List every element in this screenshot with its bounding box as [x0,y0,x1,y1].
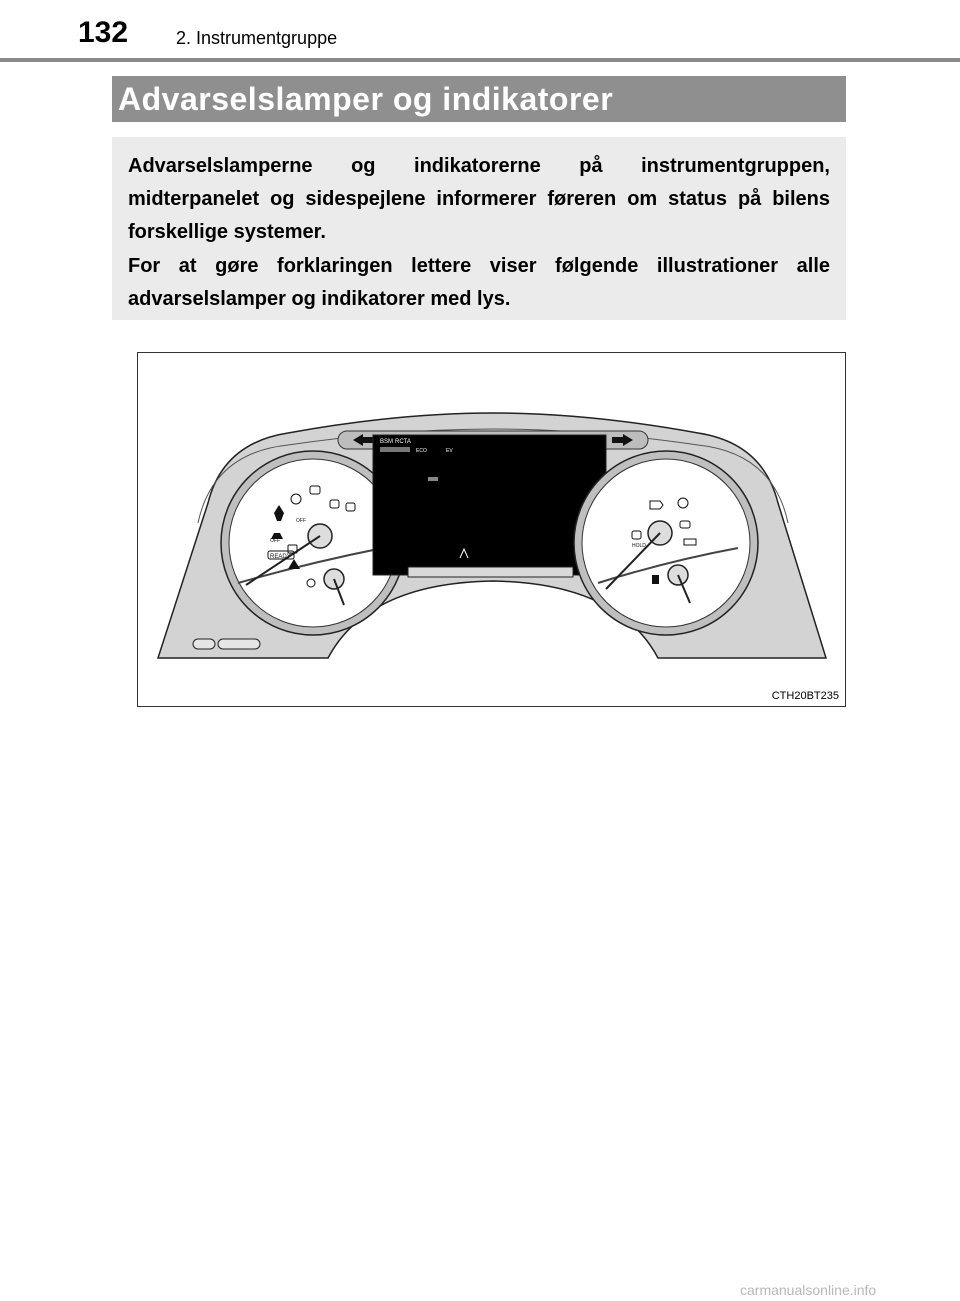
eco-label: ECO [416,448,427,454]
page-number: 132 [78,16,129,49]
intro-paragraph-2: For at gøre forklaringen lettere viser følgende illustrationer alle advarselslamper og indikatorer med lys. [128,255,830,310]
off-label-2: OFF [296,518,306,524]
watermark: carmanualsonline.info [740,1282,877,1298]
rcta-label: RCTA [395,439,411,445]
section-title: Advarselslamper og indikatorer [118,81,614,117]
instrument-cluster-illustration [138,353,845,706]
multi-information-display [373,435,606,575]
fuel-icon [652,575,659,584]
ready-label: READY [270,554,291,560]
off-label-1: OFF [270,538,280,544]
intro-paragraph-1: Advarselslamperne og indikatorerne på instrumentgruppen, midterpanelet og sidespejlene informerer føreren om status på bilens forskellige systemer. [128,155,830,243]
display-bottom-strip [408,567,573,577]
display-indicator-row [380,447,410,452]
hold-label: HOLD [632,543,646,549]
chapter-title: 2. Instrumentgruppe [176,28,338,48]
lower-indicator-2 [218,639,260,649]
instrument-cluster-figure [137,352,846,707]
ev-label: EV [446,448,453,454]
header-rule [0,58,960,62]
speedometer-gauge [574,451,758,635]
lower-indicator-1 [193,639,215,649]
figure-code: CTH20BT235 [771,690,839,702]
bsm-label: BSM [380,439,394,445]
small-display-icon [428,477,438,481]
